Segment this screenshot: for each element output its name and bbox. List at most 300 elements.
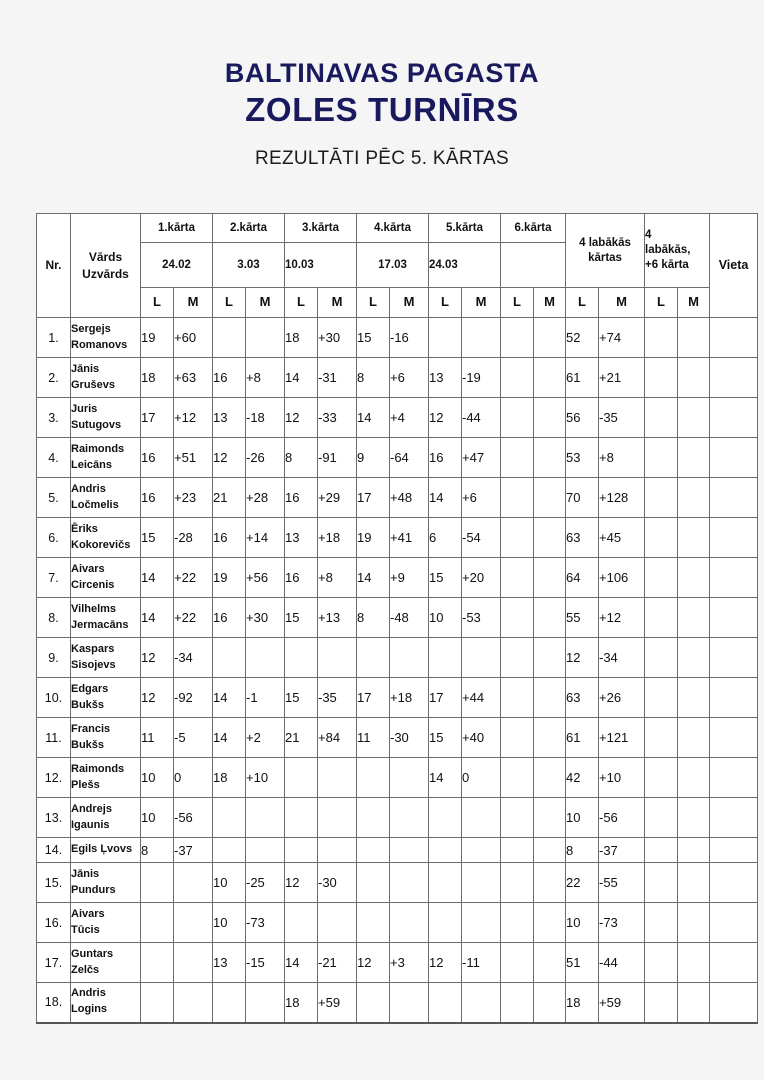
score-cell [645,678,678,718]
vieta-cell [710,718,758,758]
table-row [37,518,758,558]
score-cell [534,358,566,398]
score-cell [318,758,357,798]
score-cell [213,318,246,358]
score-cell: 18 [141,358,174,398]
table-row [37,598,758,638]
row-number: 5. [37,478,71,518]
table-row [37,558,758,598]
th-best4plus-line3: +6 kārta [645,258,689,271]
row-number: 6. [37,518,71,558]
player-first-name: Andris [71,482,106,495]
score-cell [246,798,285,838]
score-cell: 14 [141,598,174,638]
results-table [36,213,758,1024]
score-cell [390,638,429,678]
score-cell: 61 [566,718,599,758]
score-cell [645,838,678,863]
player-first-name: Aivars [71,562,105,575]
score-cell [141,863,174,903]
score-cell: 12 [213,438,246,478]
row-number: 13. [37,798,71,838]
row-number: 16. [37,903,71,943]
score-cell [141,983,174,1023]
score-cell [678,358,710,398]
player-name [71,638,141,678]
vieta-cell [710,598,758,638]
table-row [37,863,758,903]
score-cell [357,838,390,863]
score-cell: 14 [357,398,390,438]
score-cell [645,438,678,478]
th-date-3: 10.03 [285,243,357,288]
score-cell [501,903,534,943]
th-lm-2-l: L [213,288,246,318]
score-cell: -30 [318,863,357,903]
player-first-name: Raimonds [71,762,125,775]
score-cell [678,478,710,518]
score-cell: +30 [318,318,357,358]
player-first-name: Ēriks [71,522,98,535]
player-first-name: Raimonds [71,442,125,455]
score-cell [678,758,710,798]
score-cell [645,478,678,518]
score-cell: -73 [599,903,645,943]
player-name [71,678,141,718]
score-cell: 14 [429,758,462,798]
score-cell: +12 [599,598,645,638]
score-cell: -35 [318,678,357,718]
th-best4-plus6 [645,214,710,288]
score-cell [213,798,246,838]
score-cell: 13 [213,398,246,438]
score-cell: 12 [429,943,462,983]
score-cell: +20 [462,558,501,598]
table-row [37,678,758,718]
score-cell: -16 [390,318,429,358]
score-cell [390,758,429,798]
score-cell: 19 [213,558,246,598]
score-cell [213,638,246,678]
score-cell: 18 [213,758,246,798]
score-cell [678,318,710,358]
score-cell [678,983,710,1023]
score-cell: 8 [285,438,318,478]
table-row [37,478,758,518]
score-cell: 15 [141,518,174,558]
score-cell: 70 [566,478,599,518]
table-row [37,438,758,478]
score-cell: +12 [174,398,213,438]
table-row [37,798,758,838]
score-cell: 19 [357,518,390,558]
score-cell: 12 [357,943,390,983]
score-cell [246,983,285,1023]
score-cell: 16 [141,478,174,518]
score-cell [678,863,710,903]
score-cell [357,863,390,903]
score-cell: +26 [599,678,645,718]
score-cell [678,943,710,983]
score-cell: 10 [213,903,246,943]
score-cell [534,798,566,838]
score-cell: +23 [174,478,213,518]
score-cell [174,983,213,1023]
score-cell: +8 [318,558,357,598]
page-title-line1: BALTINAVAS PAGASTA [224,58,540,88]
player-last-name: Logins [71,1003,108,1016]
score-cell: 16 [285,558,318,598]
score-cell: -44 [462,398,501,438]
score-cell: 15 [357,318,390,358]
score-cell [501,318,534,358]
player-name [71,438,141,478]
score-cell: +22 [174,558,213,598]
player-last-name: Tūcis [71,923,100,936]
player-last-name: Ločmelis [71,498,119,511]
th-lm-5-l: L [429,288,462,318]
table-row [37,358,758,398]
score-cell: +44 [462,678,501,718]
score-cell [678,518,710,558]
player-last-name: Zelčs [71,963,100,976]
player-last-name: Igaunis [71,818,110,831]
score-cell: -30 [390,718,429,758]
vieta-cell [710,358,758,398]
th-date-4: 17.03 [357,243,429,288]
player-name [71,558,141,598]
score-cell: 18 [285,983,318,1023]
score-cell [678,638,710,678]
score-cell: +6 [462,478,501,518]
player-name [71,718,141,758]
score-cell [246,638,285,678]
score-cell [429,838,462,863]
score-cell: +74 [599,318,645,358]
score-cell: +56 [246,558,285,598]
score-cell: 13 [213,943,246,983]
score-cell [645,718,678,758]
score-cell: 13 [429,358,462,398]
score-cell: -56 [174,798,213,838]
score-cell [429,318,462,358]
score-cell: +18 [318,518,357,558]
th-round-3: 3.kārta [285,214,357,243]
score-cell: +128 [599,478,645,518]
score-cell: +10 [246,758,285,798]
score-cell: 0 [462,758,501,798]
score-cell [429,638,462,678]
score-cell [429,903,462,943]
row-number: 12. [37,758,71,798]
score-cell [462,798,501,838]
score-cell [357,638,390,678]
player-first-name: Sergejs [71,322,111,335]
row-number: 7. [37,558,71,598]
th-round-6: 6.kārta [501,214,566,243]
th-lm-best4plus-m: M [678,288,710,318]
score-cell: -64 [390,438,429,478]
score-cell: 8 [357,598,390,638]
row-number: 15. [37,863,71,903]
score-cell [429,863,462,903]
score-cell: 12 [285,863,318,903]
score-cell [429,983,462,1023]
score-cell: 12 [141,678,174,718]
score-cell [501,718,534,758]
score-cell: +41 [390,518,429,558]
th-date-1: 24.02 [141,243,213,288]
score-cell [534,638,566,678]
score-cell [534,718,566,758]
score-cell: 16 [213,518,246,558]
score-cell [462,983,501,1023]
player-last-name: Bukšs [71,738,105,751]
score-cell: 11 [141,718,174,758]
score-cell: 9 [357,438,390,478]
row-number: 2. [37,358,71,398]
player-last-name: Jermacāns [71,618,129,631]
score-cell [357,758,390,798]
player-first-name: Edgars [71,682,109,695]
score-cell [678,903,710,943]
vieta-cell [710,638,758,678]
score-cell: 56 [566,398,599,438]
score-cell [678,718,710,758]
title-block [0,0,764,170]
vieta-cell [710,518,758,558]
row-number: 1. [37,318,71,358]
score-cell: 19 [141,318,174,358]
score-cell: +47 [462,438,501,478]
score-cell [429,798,462,838]
player-last-name: Circenis [71,578,115,591]
score-cell: 16 [213,358,246,398]
score-cell: 55 [566,598,599,638]
score-cell: 16 [213,598,246,638]
score-cell: 6 [429,518,462,558]
results-table-wrapper [36,213,749,1024]
vieta-cell [710,903,758,943]
score-cell [318,638,357,678]
table-body [37,318,758,1023]
score-cell [534,398,566,438]
score-cell: 8 [566,838,599,863]
score-cell [285,638,318,678]
th-date-5: 24.03 [429,243,501,288]
th-lm-3-l: L [285,288,318,318]
score-cell: 10 [141,758,174,798]
score-cell: +40 [462,718,501,758]
score-cell [645,638,678,678]
score-cell: 14 [141,558,174,598]
score-cell [645,518,678,558]
score-cell: 10 [213,863,246,903]
score-cell [462,638,501,678]
score-cell: +4 [390,398,429,438]
vieta-cell [710,798,758,838]
th-lm-3-m: M [318,288,357,318]
score-cell: 14 [213,678,246,718]
page-subtitle: REZULTĀTI PĒC 5. KĀRTAS [255,148,509,170]
header-row-rounds [37,214,758,243]
score-cell: 10 [566,798,599,838]
score-cell: +6 [390,358,429,398]
score-cell [678,798,710,838]
score-cell: -15 [246,943,285,983]
score-cell [462,318,501,358]
score-cell: -34 [599,638,645,678]
score-cell: 63 [566,678,599,718]
player-last-name: Sisojevs [71,658,116,671]
th-lm-best4-m: M [599,288,645,318]
player-last-name: Leicāns [71,458,112,471]
score-cell: +21 [599,358,645,398]
score-cell [534,943,566,983]
score-cell: 14 [357,558,390,598]
table-row [37,758,758,798]
score-cell: 17 [357,678,390,718]
score-cell: +59 [599,983,645,1023]
score-cell [501,558,534,598]
th-round-4: 4.kārta [357,214,429,243]
table-head [37,214,758,318]
score-cell: 12 [566,638,599,678]
player-first-name: Andris [71,987,106,1000]
score-cell [174,943,213,983]
score-cell: -92 [174,678,213,718]
score-cell [645,358,678,398]
score-cell: +10 [599,758,645,798]
score-cell: 18 [566,983,599,1023]
player-last-name: Bukšs [71,698,105,711]
row-number: 4. [37,438,71,478]
score-cell: 12 [285,398,318,438]
score-cell: 21 [285,718,318,758]
th-nr: Nr. [37,214,71,318]
score-cell: 14 [285,943,318,983]
score-cell [645,983,678,1023]
player-first-name: Juris [71,402,98,415]
score-cell: 17 [141,398,174,438]
player-last-name: Romanovs [71,338,128,351]
score-cell: +18 [390,678,429,718]
player-name [71,318,141,358]
score-cell [501,518,534,558]
player-first-name: Jānis [71,362,100,375]
score-cell: 8 [357,358,390,398]
score-cell: +29 [318,478,357,518]
th-lm-1-l: L [141,288,174,318]
score-cell: 22 [566,863,599,903]
player-first-name: Egils Ļvovs [71,843,133,856]
score-cell: -31 [318,358,357,398]
score-cell: 51 [566,943,599,983]
th-best4 [566,214,645,288]
th-round-2: 2.kārta [213,214,285,243]
score-cell: +60 [174,318,213,358]
th-lm-best4plus-l: L [645,288,678,318]
score-cell [501,358,534,398]
score-cell: 15 [285,678,318,718]
th-lm-6-l: L [501,288,534,318]
score-cell: +22 [174,598,213,638]
score-cell: 0 [174,758,213,798]
score-cell: -35 [599,398,645,438]
score-cell [645,598,678,638]
score-cell [678,398,710,438]
score-cell [501,798,534,838]
score-cell [501,598,534,638]
player-name [71,478,141,518]
score-cell: 17 [357,478,390,518]
vieta-cell [710,478,758,518]
score-cell: +28 [246,478,285,518]
score-cell [390,983,429,1023]
player-last-name: Plešs [71,778,100,791]
score-cell: -48 [390,598,429,638]
player-name [71,758,141,798]
score-cell [678,838,710,863]
score-cell [645,903,678,943]
score-cell: 15 [285,598,318,638]
score-cell: -5 [174,718,213,758]
score-cell [318,903,357,943]
score-cell [357,903,390,943]
player-last-name: Sutugovs [71,418,122,431]
th-lm-2-m: M [246,288,285,318]
score-cell: -73 [246,903,285,943]
score-cell [357,798,390,838]
player-first-name: Vilhelms [71,602,117,615]
score-cell [501,478,534,518]
score-cell: +59 [318,983,357,1023]
score-cell: -37 [174,838,213,863]
score-cell [501,863,534,903]
score-cell [678,598,710,638]
row-number: 9. [37,638,71,678]
vieta-cell [710,318,758,358]
score-cell: 63 [566,518,599,558]
score-cell: -56 [599,798,645,838]
score-cell [645,398,678,438]
score-cell: -11 [462,943,501,983]
row-number: 10. [37,678,71,718]
vieta-cell [710,943,758,983]
score-cell: +51 [174,438,213,478]
score-cell [645,943,678,983]
score-cell [285,838,318,863]
player-name [71,598,141,638]
score-cell [501,943,534,983]
vieta-cell [710,863,758,903]
score-cell: +63 [174,358,213,398]
th-date-2: 3.03 [213,243,285,288]
table-row [37,398,758,438]
vieta-cell [710,983,758,1023]
vieta-cell [710,398,758,438]
vieta-cell [710,678,758,718]
score-cell [462,863,501,903]
th-best4plus-line2: labākās, [645,244,691,257]
score-cell [462,903,501,943]
score-cell: 16 [429,438,462,478]
th-best4-line1: 4 labākās [579,236,631,249]
player-name [71,358,141,398]
score-cell: 13 [285,518,318,558]
score-cell [534,903,566,943]
score-cell [501,638,534,678]
